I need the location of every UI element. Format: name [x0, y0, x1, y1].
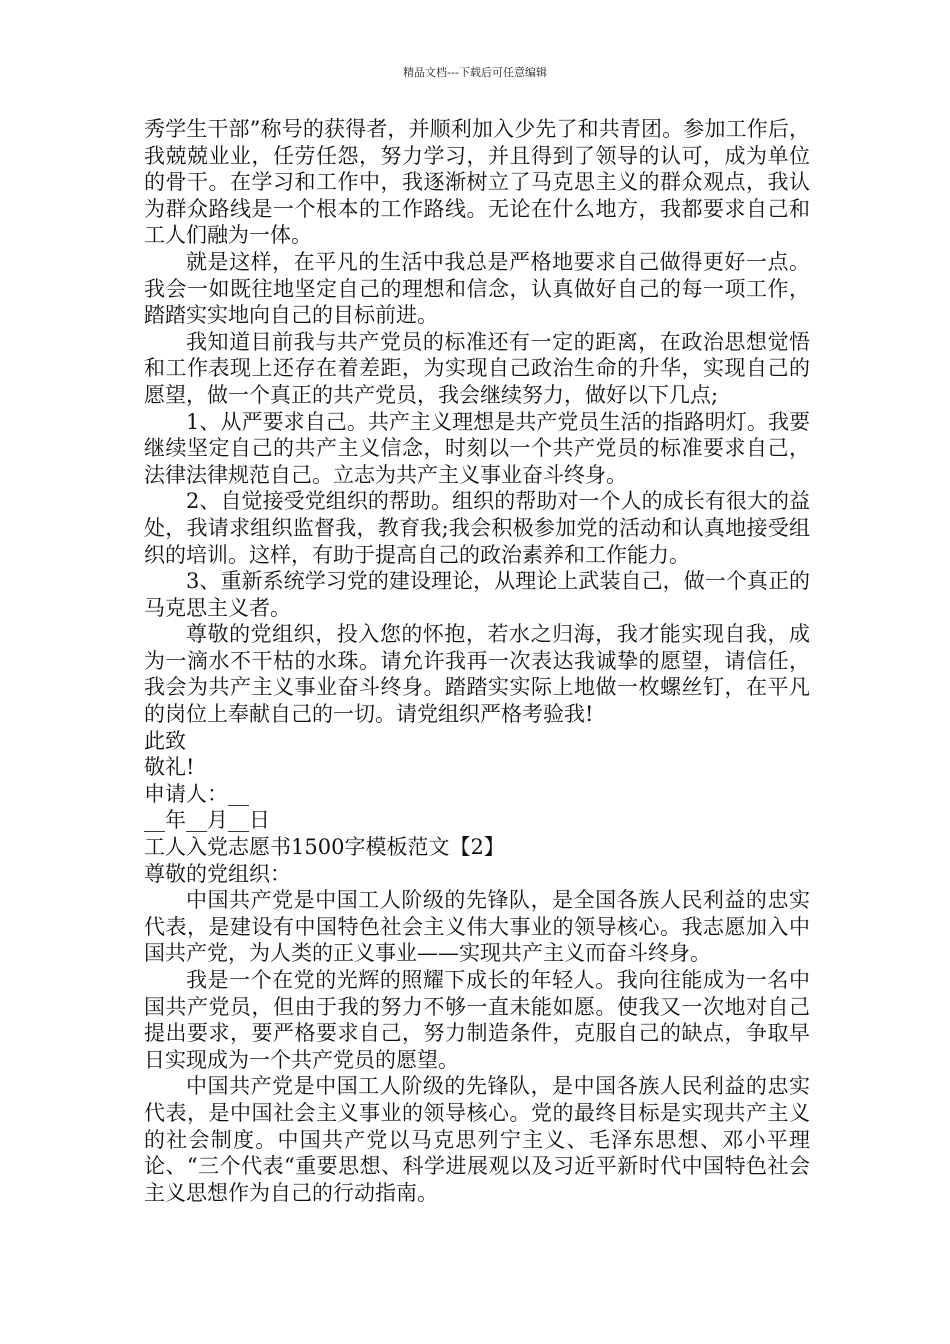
document-body	[144, 116, 810, 1206]
paragraph-continuation: 秀学生干部”称号的获得者，并顺利加入少先了和共青团。参加工作后，我兢兢业业，任劳任怨，努力学习，并且得到了领导的认可，成为单位的骨干。在学习和工作中，我逐渐树立了马克思主义的群众观点，我认为群众路线是一个根本的工作路线。无论在什么地方，我都要求自己和工人们融为一体。	[144, 117, 810, 248]
paragraph: 我是一个在党的光辉的照耀下成长的年轻人。我向往能成为一名中国共产党员，但由于我的努力不够一直未能如愿。使我又一次地对自己提出要求，要严格要求自己，努力制造条件，克服自己的缺点，争取早日实现成为一个共产党员的愿望。	[144, 968, 810, 1072]
page-header: 精品文档---下载后可任意编辑	[403, 66, 547, 79]
paragraph: 我知道目前我与共产党员的标准还有一定的距离，在政治思想觉悟和工作表现上还存在着差距，为实现自己政治生命的升华，实现自己的愿望，做一个真正的共产党员，我会继续努力，做好以下几点;	[144, 329, 810, 407]
date-line: __年__月__日	[144, 808, 270, 833]
closing-salutation: 此致	[144, 728, 186, 753]
list-item-1: 1、从严要求自己。共产主义理想是共产党员生活的指路明灯。我要继续坚定自己的共产主义信念，时刻以一个共产党员的标准要求自己，法律法律规范自己。立志为共产主义事业奋斗终身。	[144, 409, 810, 487]
closing-regards: 敬礼!	[144, 755, 195, 780]
paragraph: 中国共产党是中国工人阶级的先锋队，是中国各族人民利益的忠实代表，是中国社会主义事业的领导核心。党的最终目标是实现共产主义的社会制度。中国共产党以马克思列宁主义、毛泽东思想、邓小平理论、“三个代表“重要思想、科学进展观以及习近平新时代中国特色社会主义思想作为自己的行动指南。	[144, 1074, 810, 1205]
list-item-3: 3、重新系统学习党的建设理论，从理论上武装自己，做一个真正的马克思主义者。	[144, 569, 810, 620]
applicant-line: 申请人：__	[144, 781, 249, 806]
paragraph: 中国共产党是中国工人阶级的先锋队，是全国各族人民利益的忠实代表，是建设有中国特色社会主义伟大事业的领导核心。我志愿加入中国共产党，为人类的正义事业——实现共产主义而奋斗终身。	[144, 888, 810, 966]
greeting: 尊敬的党组织：	[144, 861, 291, 886]
paragraph: 就是这样，在平凡的生活中我总是严格地要求自己做得更好一点。我会一如既往地坚定自己的理想和信念，认真做好自己的每一项工作，踏踏实实地向自己的目标前进。	[144, 249, 810, 328]
paragraph: 尊敬的党组织，投入您的怀抱，若水之归海，我才能实现自我，成为一滴水不干枯的水珠。请允许我再一次表达我诚挚的愿望，请信任，我会为共产主义事业奋斗终身。踏踏实实际上地做一枚螺丝钉，在平凡的岗位上奉献自己的一切。请党组织严格考验我!	[144, 622, 810, 727]
section-title: 工人入党志愿书1500字模板范文【2】	[144, 835, 505, 860]
list-item-2: 2、自觉接受党组织的帮助。组织的帮助对一个人的成长有很大的益处，我请求组织监督我，教育我;我会积极参加党的活动和认真地接受组织的培训。这样，有助于提高自己的政治素养和工作能力。	[144, 489, 810, 567]
